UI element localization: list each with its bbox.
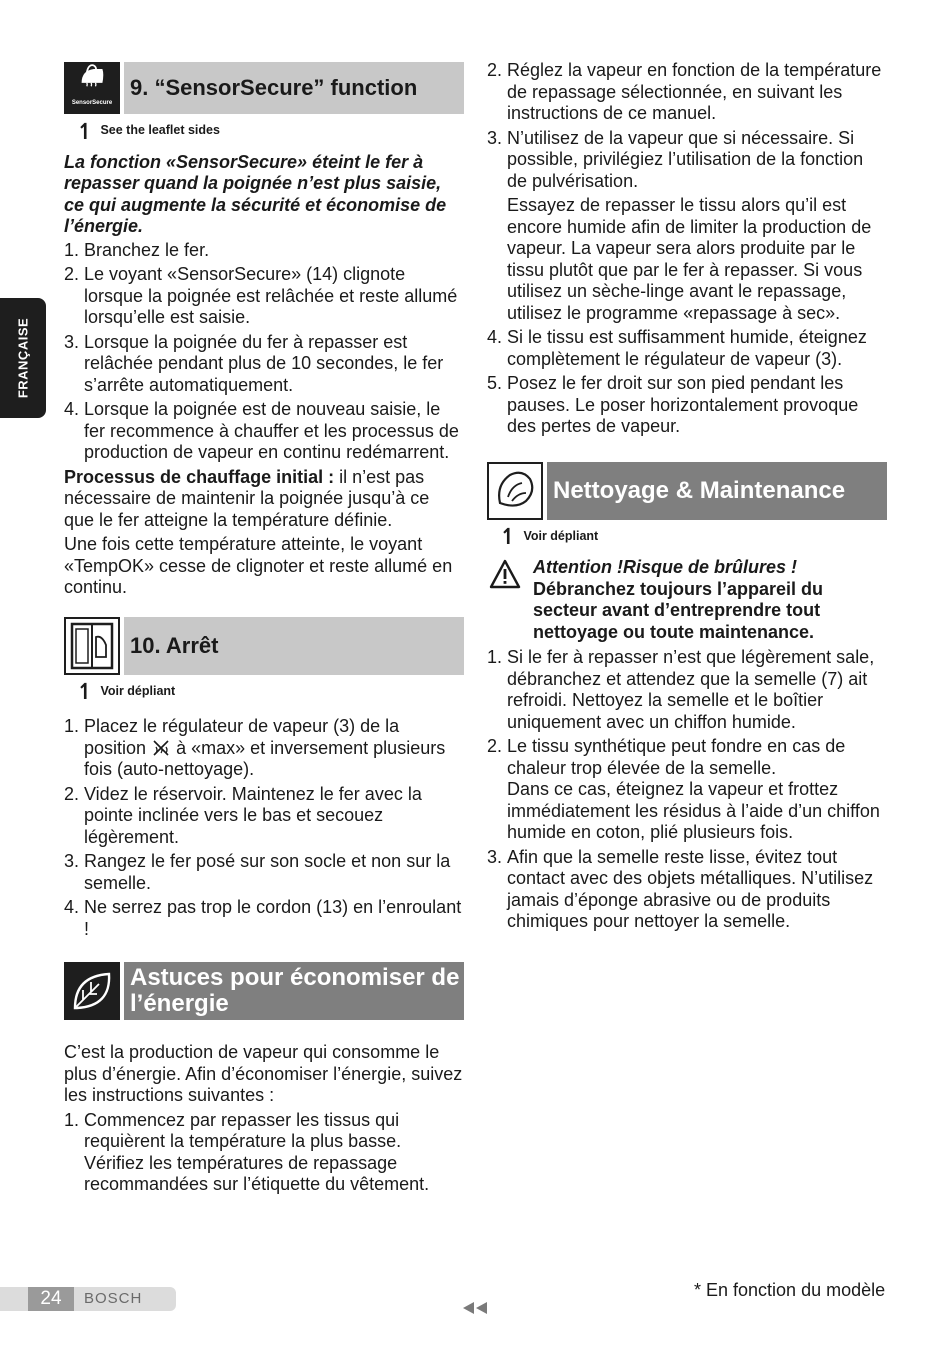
list-number: 5. xyxy=(487,373,503,393)
list-text: Posez le fer droit sur son pied pendant les pauses. Le poser horizontalement provoque des pertes de vapeur. xyxy=(507,373,859,436)
list-item xyxy=(64,332,464,397)
list-item xyxy=(64,716,464,781)
language-tab-label: FRANÇAISE xyxy=(15,317,31,399)
cabinet-iron-icon xyxy=(68,621,116,671)
list-item xyxy=(64,784,464,849)
list-text: Si le tissu est suffisamment humide, éteignez complètement le régulateur de vapeur (3). xyxy=(507,327,867,369)
list-text: Le voyant «SensorSecure» (14) clignote lorsque la poignée est relâchée et reste allumé lorsqu’elle est saisie. xyxy=(84,264,458,327)
arret-section-header xyxy=(64,617,464,675)
list-number: 2. xyxy=(487,60,503,80)
heating-paragraph xyxy=(64,467,464,532)
right-column xyxy=(487,60,887,936)
astuces-section-header xyxy=(64,962,464,1020)
sensorsecure-intro: La fonction «SensorSecure» éteint le fer à repasser quand la poignée n’est plus saisie, ce qui augmente la sécurité et économise de l’énergie. xyxy=(64,151,447,236)
cleaning-icon xyxy=(487,462,543,520)
fold-arrow-icon: ↿ xyxy=(499,524,518,549)
astuces-title: Astuces pour économiser de l’énergie xyxy=(124,962,464,1020)
list-item xyxy=(64,851,464,894)
list-text: Branchez le fer. xyxy=(84,239,210,260)
page-number: 24 xyxy=(28,1287,74,1311)
list-item xyxy=(64,240,464,262)
heating-label: Processus de chauffage initial : xyxy=(64,466,335,487)
list-item xyxy=(487,327,887,370)
tempok-paragraph: Une fois cette température atteinte, le voyant «TempOK» cesse de clignoter et reste allumé en continu. xyxy=(64,534,453,597)
nettoyage-leaflet-text: Voir dépliant xyxy=(523,528,599,543)
hand-iron-icon xyxy=(72,62,112,92)
astuces-intro: C’est la production de vapeur qui consomme le plus d’énergie. Afin d’économiser l’énergie, suivez les instructions suivantes : xyxy=(64,1042,463,1105)
arret-leaflet-ref xyxy=(76,681,464,703)
sensorsecure-icon-label: SensorSecure xyxy=(71,99,113,106)
fold-arrow-icon: ↿ xyxy=(76,679,95,704)
sensorsecure-title: 9. “SensorSecure” function xyxy=(124,62,464,114)
list-number: 3. xyxy=(64,331,80,352)
list-text: Afin que la semelle reste lisse, évitez tout contact avec des objets métalliques. N’utilisez jamais d’éponge abrasive ou de produits chimiques pour nettoyer la semelle. xyxy=(507,846,874,931)
list-text: Réglez la vapeur en fonction de la température de repassage sélectionnée, en suivant les instructions de ce manuel. xyxy=(507,60,882,123)
list-text: Lorsque la poignée est de nouveau saisie, le fer recommence à chauffer et les processus de production de vapeur en continu redémarrent. xyxy=(84,399,459,462)
arret-steps xyxy=(64,716,464,940)
list-number: 2. xyxy=(487,736,503,756)
astuces-steps-right xyxy=(487,60,887,438)
list-number: 4. xyxy=(487,327,503,347)
list-item xyxy=(487,647,887,733)
list-extra: Vérifiez les températures de repassage recommandées sur l’étiquette du vêtement. xyxy=(84,1152,430,1194)
list-text: Rangez le fer posé sur son socle et non sur la semelle. xyxy=(84,851,451,893)
sensorsecure-icon xyxy=(64,62,120,114)
list-text: N’utilisez de la vapeur que si nécessaire. Si possible, privilégiez l’utilisation de la fonction de pulvérisation. xyxy=(507,127,864,191)
list-number: 3. xyxy=(487,127,503,148)
list-extra: Dans ce cas, éteignez la vapeur et frottez immédiatement les résidus à l’aide d’un chiffon humide en coton, plié plusieurs fois. xyxy=(507,779,880,842)
list-text: Ne serrez pas trop le cordon (13) en l’enroulant ! xyxy=(84,897,462,939)
list-extra: Essayez de repasser le tissu alors qu’il est encore humide afin de limiter la production de vapeur. La vapeur sera alors produite par le tissu plutôt que par le fer à repasser. Si vous utilisez un sèche-linge avant le repassage, utilisez le programme «repassage à sec». xyxy=(507,195,872,323)
list-text: Videz le réservoir. Maintenez le fer avec la pointe inclinée vers le bas et secouez légèrement. xyxy=(84,783,422,847)
nettoyage-leaflet-ref xyxy=(499,526,887,548)
list-item xyxy=(487,736,887,844)
list-item xyxy=(487,60,887,125)
model-footnote: * En fonction du modèle xyxy=(694,1280,886,1300)
arret-title: 10. Arrêt xyxy=(124,617,464,675)
list-number: 1. xyxy=(64,239,80,260)
hand-cloth-icon xyxy=(492,467,538,515)
eco-leaf-icon xyxy=(69,968,115,1014)
list-number: 3. xyxy=(64,851,80,871)
list-item xyxy=(487,128,887,325)
list-number: 2. xyxy=(64,783,80,804)
brand-name: BOSCH xyxy=(84,1290,143,1307)
storage-icon xyxy=(64,617,120,675)
previous-page-icon[interactable] xyxy=(460,1300,490,1316)
leaf-icon xyxy=(64,962,120,1020)
nettoyage-title: Nettoyage & Maintenance xyxy=(547,462,887,520)
sensorsecure-section-header xyxy=(64,62,464,114)
language-tab xyxy=(0,298,46,418)
list-item xyxy=(487,373,887,438)
warning-title: Attention !Risque de brûlures ! xyxy=(533,557,798,577)
list-item xyxy=(64,1110,464,1196)
nettoyage-steps xyxy=(487,647,887,933)
list-text-cont: à «max» et inversement plusieurs fois (auto-nettoyage). xyxy=(84,737,446,779)
steam-off-icon xyxy=(151,739,171,757)
list-item xyxy=(487,847,887,933)
list-item xyxy=(64,264,464,329)
list-text: Le tissu synthétique peut fondre en cas de chaleur trop élevée de la semelle. xyxy=(507,736,846,778)
left-column xyxy=(64,62,464,1199)
fold-arrow-icon: ↿ xyxy=(76,118,95,144)
list-number: 4. xyxy=(64,399,80,419)
list-number: 3. xyxy=(487,846,503,867)
warning-text: Débranchez toujours l’appareil du secteur avant d’entreprendre tout nettoyage ou toute maintenance. xyxy=(533,578,824,642)
sensorsecure-steps xyxy=(64,240,464,464)
list-item xyxy=(64,399,464,464)
list-text: Si le fer à repasser n’est que légèrement sale, débranchez et attendez que la semelle (7) ait refroidi. Nettoyez la semelle et le boîtier uniquement avec un chiffon humide. xyxy=(507,647,875,732)
heating-text: il n’est pas nécessaire de maintenir la poignée jusqu’à ce que le fer atteigne la température définie. xyxy=(64,466,430,530)
list-item xyxy=(64,897,464,940)
list-number: 1. xyxy=(64,716,80,736)
arret-leaflet-text: Voir dépliant xyxy=(100,683,176,698)
list-number: 2. xyxy=(64,264,80,284)
list-number: 1. xyxy=(487,647,503,667)
nettoyage-section-header xyxy=(487,462,887,520)
list-number: 1. xyxy=(64,1109,80,1130)
burn-warning xyxy=(487,557,887,643)
sensorsecure-leaflet-ref xyxy=(76,120,464,142)
warning-triangle-icon xyxy=(489,559,521,589)
list-text: Placez le régulateur de vapeur (3) de la position xyxy=(84,716,400,758)
list-text: Commencez par repasser les tissus qui requièrent la température la plus basse. xyxy=(84,1109,402,1151)
sensorsecure-leaflet-text: See the leaflet sides xyxy=(100,123,220,137)
list-number: 4. xyxy=(64,897,80,917)
page-footer-tab xyxy=(0,1287,176,1311)
astuces-steps-left xyxy=(64,1110,464,1196)
list-text: Lorsque la poignée du fer à repasser est relâchée pendant plus de 10 secondes, le fer s’arrête automatiquement. xyxy=(84,331,444,395)
